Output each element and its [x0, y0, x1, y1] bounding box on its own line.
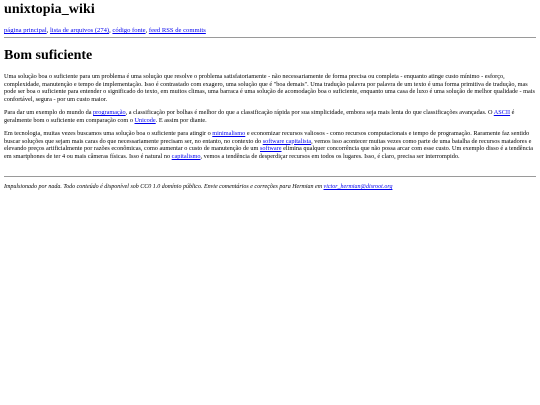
unicode-link[interactable]: Unicode [134, 116, 156, 124]
footer [4, 184, 536, 190]
paragraph-text: e economizar recursos valiosos - como recursos computacionais e tempo de programação. Raramente faz sentido buscar soluções que sejam mais caras do que necessariamente precisam ser, no entanto, no contexto do [4, 130, 530, 145]
footer-email-link[interactable]: victor_hermian@disroot.org [323, 184, 393, 190]
nav-rss-link[interactable]: feed RSS de commits [148, 27, 206, 34]
capitalism-link[interactable]: capitalismo [171, 153, 201, 161]
paragraph-text: é geralmente bom o suficiente em comparação com o [4, 109, 515, 124]
paragraph-text: . E assim por diante. [155, 116, 207, 124]
article-paragraph-1: Uma solução boa o suficiente para um problema é uma solução que resolve o problema satisfatoriamente - não necessariamente de forma precisa ou completa - enquanto atinge custo mínimo - esforço, complexidade, manutenção e tempo de implementação. Isso é contrastado com exagero, uma solução que é "boa demais". Uma tradução palavra por palavra de um texto é uma forma primitiva de tradução, mas pode ser boa o suficiente para entender o significado do texto, em muitos climas, uma barraca é uma solução de acomodação boa o suficiente, enquanto uma casa de luxo é uma solução de melhor qualidade - mais confortável, segura - por um custo maior. [4, 73, 535, 104]
minimalism-link[interactable]: minimalismo [212, 130, 246, 137]
nav-source-link[interactable]: código fonte [112, 27, 146, 34]
nav-separator: , [109, 27, 113, 34]
footer-text: Impulsionado por nada. Todo conteúdo é disponível sob CC0 1.0 domínio público. Envie comentários e correções para Hermian em [4, 184, 324, 190]
paragraph-text: Em tecnologia, muitas vezes buscamos uma solução boa o suficiente para atingir o [4, 130, 213, 137]
header-divider [4, 37, 536, 38]
nav-separator: , [145, 27, 149, 34]
paragraph-text: , vemos isso acontecer muitas vezes como parte de uma batalha de recursos matadores e elevando preços artificialmente por razões econômicas, como aumentar o custo de manutenção de um [4, 137, 532, 153]
paragraph-text: , vemos a tendência de desperdiçar recursos em todos os lugares. Isso, é claro, precisa ser interrompido. [200, 153, 460, 161]
capitalist-software-link[interactable]: software capitalista [262, 137, 312, 145]
paragraph-text: Para dar um exemplo do mundo da [4, 109, 94, 116]
nav-separator: , [46, 27, 50, 34]
paragraph-text: , a classificação por bolhas é melhor do que a classificação rápida por sua simplicidade, embora seja mais lenta do que classificações avançadas. O [125, 109, 494, 116]
software-link[interactable]: software [259, 145, 282, 153]
site-title: unixtopia_wiki [4, 2, 95, 17]
ascii-link[interactable]: ASCII [493, 109, 511, 116]
programming-link[interactable]: programação [93, 109, 126, 116]
footer-divider [4, 176, 536, 177]
article-title: Bom suficiente [4, 48, 93, 63]
nav-files-link[interactable]: lista de arquivos (274) [49, 27, 110, 34]
paragraph-text: elimina qualquer concorrência que não possa arcar com esse custo. Um exemplo disso é a tendência em smartphones de ter 4 ou mais câmeras físicas. Isso é natural no [4, 145, 533, 161]
nav-home-link[interactable]: página principal [4, 27, 47, 34]
top-navigation [4, 27, 206, 34]
article-paragraph-2 [4, 109, 536, 124]
article-paragraph-3 [4, 130, 536, 161]
